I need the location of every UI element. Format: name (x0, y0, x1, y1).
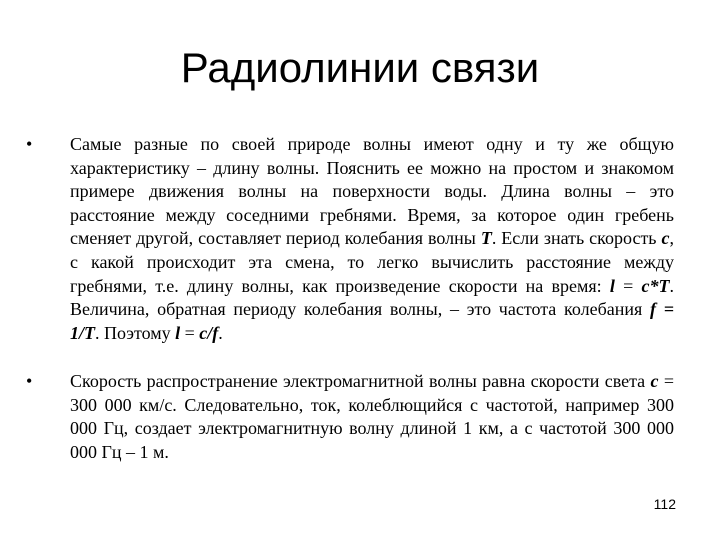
text-run: . Если знать скорость (491, 228, 662, 249)
symbol-wavelength: l (609, 275, 615, 296)
slide-title: Радиолинии связи (180, 44, 540, 91)
text-run: . (218, 322, 223, 343)
text-run: = 300 000 км/с. Следовательно, ток, колеблющийся с частотой, например 300 000 Гц, создает электромагнитную волну длиной 1 км, а с частотой 300 000 000 Гц – 1 м. (70, 371, 674, 462)
text-run: . Поэтому (95, 322, 176, 343)
symbol-period: Т (480, 228, 492, 249)
formula-ct: с*Т (641, 275, 670, 296)
text-run: Скорость распространение электромагнитной волны равна скорости света (70, 371, 651, 391)
page-number: 112 (653, 496, 676, 512)
bullet-text-speed-of-light (70, 370, 674, 464)
bullet-text-wavelength (70, 133, 674, 345)
text-run: = (180, 322, 200, 343)
symbol-speed: с (661, 228, 670, 249)
text-run: Самые разные по своей природе волны имеют одну и ту же общую характеристику – длину волны. Пояснить ее можно на простом и знакомом примере движения волны на поверхности воды. Длина волны – это расстояние между соседними гребнями. Время, за которое один гребень сменяет другой, составляет период колебания волны (70, 134, 674, 249)
text-run: , с какой происходит эта смена, то легко вычислить расстояние между гребнями, т.е. длину волны, как произведение скорости на время: (70, 228, 674, 296)
formula-frequency: f = 1/T (70, 299, 674, 343)
text-run: . Величина, обратная периоду колебания волны, – это частота колебания (70, 275, 675, 320)
text-run: = (614, 275, 642, 296)
symbol-speed: с (650, 371, 659, 391)
formula-cf: c/f (199, 322, 219, 343)
bullet-marker: • (26, 134, 33, 154)
bullet-marker: • (26, 371, 33, 391)
symbol-wavelength: l (175, 322, 181, 343)
